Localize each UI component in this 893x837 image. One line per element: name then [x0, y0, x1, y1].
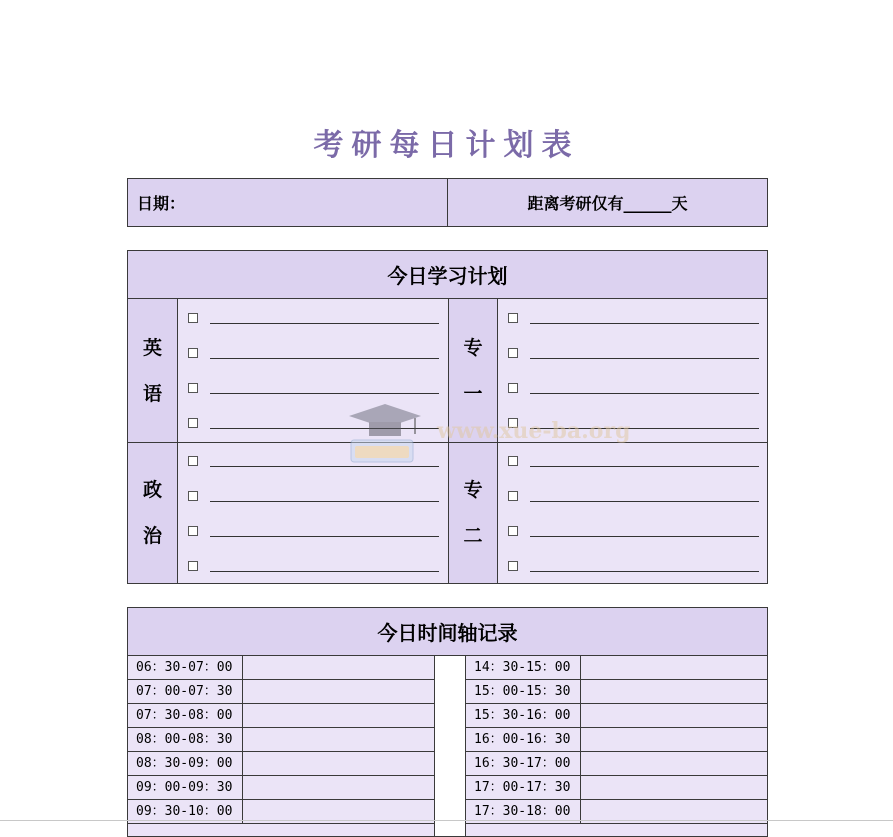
- subject-char: 一: [463, 382, 483, 405]
- checkbox[interactable]: [508, 313, 518, 323]
- time-slot: 14：30-15：00: [466, 656, 581, 679]
- timeline-row: [466, 680, 767, 704]
- checkbox[interactable]: [508, 348, 518, 358]
- todo-item[interactable]: [188, 521, 439, 541]
- timeline-row: [128, 656, 434, 680]
- row-divider: [128, 442, 767, 443]
- checkbox[interactable]: [188, 491, 198, 501]
- time-slot-entry[interactable]: [243, 728, 434, 751]
- todo-item[interactable]: [188, 486, 439, 506]
- timeline-column-afternoon: [466, 656, 767, 824]
- time-slot-entry[interactable]: [243, 680, 434, 703]
- todo-underline[interactable]: [530, 466, 759, 467]
- time-slot: 07：30-08：00: [128, 704, 243, 727]
- timeline-row: [466, 776, 767, 800]
- time-slot-entry[interactable]: [581, 680, 767, 703]
- checkbox[interactable]: [188, 348, 198, 358]
- todo-underline[interactable]: [210, 571, 439, 572]
- timeline-row: [466, 704, 767, 728]
- checkbox[interactable]: [188, 526, 198, 536]
- time-slot-entry[interactable]: [581, 776, 767, 799]
- column-gap: [434, 656, 466, 836]
- time-slot: 17：00-17：30: [466, 776, 581, 799]
- time-slot-entry[interactable]: [243, 656, 434, 679]
- timeline-column-morning: [128, 656, 434, 824]
- subject-char: 治: [142, 524, 162, 547]
- time-slot-entry[interactable]: [243, 776, 434, 799]
- date-field[interactable]: 日期：: [128, 179, 448, 226]
- study-plan-table: [127, 250, 768, 584]
- time-slot: 09：00-09：30: [128, 776, 243, 799]
- checkbox[interactable]: [508, 491, 518, 501]
- subject-label-politics: [128, 442, 178, 583]
- study-plan-heading: 今日学习计划: [128, 251, 767, 299]
- time-slot: 08：00-08：30: [128, 728, 243, 751]
- todo-underline[interactable]: [530, 393, 759, 394]
- timeline-row: [128, 680, 434, 704]
- subject-char: 专: [463, 336, 483, 359]
- todo-item[interactable]: [508, 556, 759, 576]
- todo-underline[interactable]: [210, 466, 439, 467]
- subject-char: 专: [463, 478, 483, 501]
- todo-underline[interactable]: [530, 323, 759, 324]
- time-slot: 07：00-07：30: [128, 680, 243, 703]
- subject-label-english: [128, 299, 178, 442]
- time-slot: 08：30-09：00: [128, 752, 243, 775]
- todo-underline[interactable]: [530, 501, 759, 502]
- todo-item[interactable]: [188, 308, 439, 328]
- todo-underline[interactable]: [210, 428, 439, 429]
- checkbox[interactable]: [188, 383, 198, 393]
- info-bar: [127, 178, 768, 227]
- todo-underline[interactable]: [210, 536, 439, 537]
- time-slot: 15：30-16：00: [466, 704, 581, 727]
- timeline-heading: 今日时间轴记录: [128, 608, 767, 656]
- todo-item[interactable]: [188, 556, 439, 576]
- checkbox[interactable]: [508, 418, 518, 428]
- todo-underline[interactable]: [530, 536, 759, 537]
- todo-item[interactable]: [508, 378, 759, 398]
- checkbox[interactable]: [188, 418, 198, 428]
- subject-char: 政: [142, 478, 162, 501]
- todo-item[interactable]: [188, 413, 439, 433]
- subject-char: 二: [463, 524, 483, 547]
- timeline-table: [127, 607, 768, 837]
- time-slot-entry[interactable]: [581, 704, 767, 727]
- todo-item[interactable]: [508, 343, 759, 363]
- timeline-row: [128, 704, 434, 728]
- subject-label-major-1: [448, 299, 498, 442]
- timeline-row: [466, 728, 767, 752]
- time-slot: 09：30-10：00: [128, 800, 243, 823]
- timeline-row: [128, 776, 434, 800]
- time-slot: 15：00-15：30: [466, 680, 581, 703]
- todo-item[interactable]: [508, 521, 759, 541]
- todo-item[interactable]: [188, 378, 439, 398]
- todo-item[interactable]: [188, 343, 439, 363]
- timeline-row: [466, 752, 767, 776]
- subject-char: 英: [142, 336, 162, 359]
- todo-item[interactable]: [508, 413, 759, 433]
- page-edge: [0, 820, 893, 821]
- checkbox[interactable]: [508, 526, 518, 536]
- time-slot: 17：30-18：00: [466, 800, 581, 823]
- timeline-row: [466, 656, 767, 680]
- todo-item[interactable]: [508, 486, 759, 506]
- watermark-text: www.xue-ba.org: [437, 418, 631, 444]
- todo-underline[interactable]: [210, 501, 439, 502]
- timeline-row: [128, 752, 434, 776]
- todo-item[interactable]: [508, 308, 759, 328]
- todo-underline[interactable]: [530, 358, 759, 359]
- time-slot: 16：30-17：00: [466, 752, 581, 775]
- timeline-row: [128, 728, 434, 752]
- time-slot: 06：30-07：00: [128, 656, 243, 679]
- todo-item[interactable]: [508, 451, 759, 471]
- todo-underline[interactable]: [210, 323, 439, 324]
- checkbox[interactable]: [188, 561, 198, 571]
- todo-underline[interactable]: [210, 393, 439, 394]
- time-slot: 16：00-16：30: [466, 728, 581, 751]
- checkbox[interactable]: [508, 456, 518, 466]
- subject-label-major-2: [448, 442, 498, 583]
- study-plan-body: [128, 299, 767, 583]
- checkbox[interactable]: [188, 313, 198, 323]
- time-slot-entry[interactable]: [581, 728, 767, 751]
- time-slot-entry[interactable]: [581, 752, 767, 775]
- page-title: 考研每日计划表: [313, 128, 580, 163]
- subject-char: 语: [142, 382, 162, 405]
- todo-underline[interactable]: [210, 358, 439, 359]
- todo-underline[interactable]: [530, 428, 759, 429]
- checkbox[interactable]: [188, 456, 198, 466]
- todo-underline[interactable]: [530, 571, 759, 572]
- todo-item[interactable]: [188, 451, 439, 471]
- time-slot-entry[interactable]: [581, 656, 767, 679]
- time-slot-entry[interactable]: [243, 752, 434, 775]
- time-slot-entry[interactable]: [243, 704, 434, 727]
- countdown-field[interactable]: 距离考研仅有______天: [527, 194, 688, 213]
- checkbox[interactable]: [508, 561, 518, 571]
- checkbox[interactable]: [508, 383, 518, 393]
